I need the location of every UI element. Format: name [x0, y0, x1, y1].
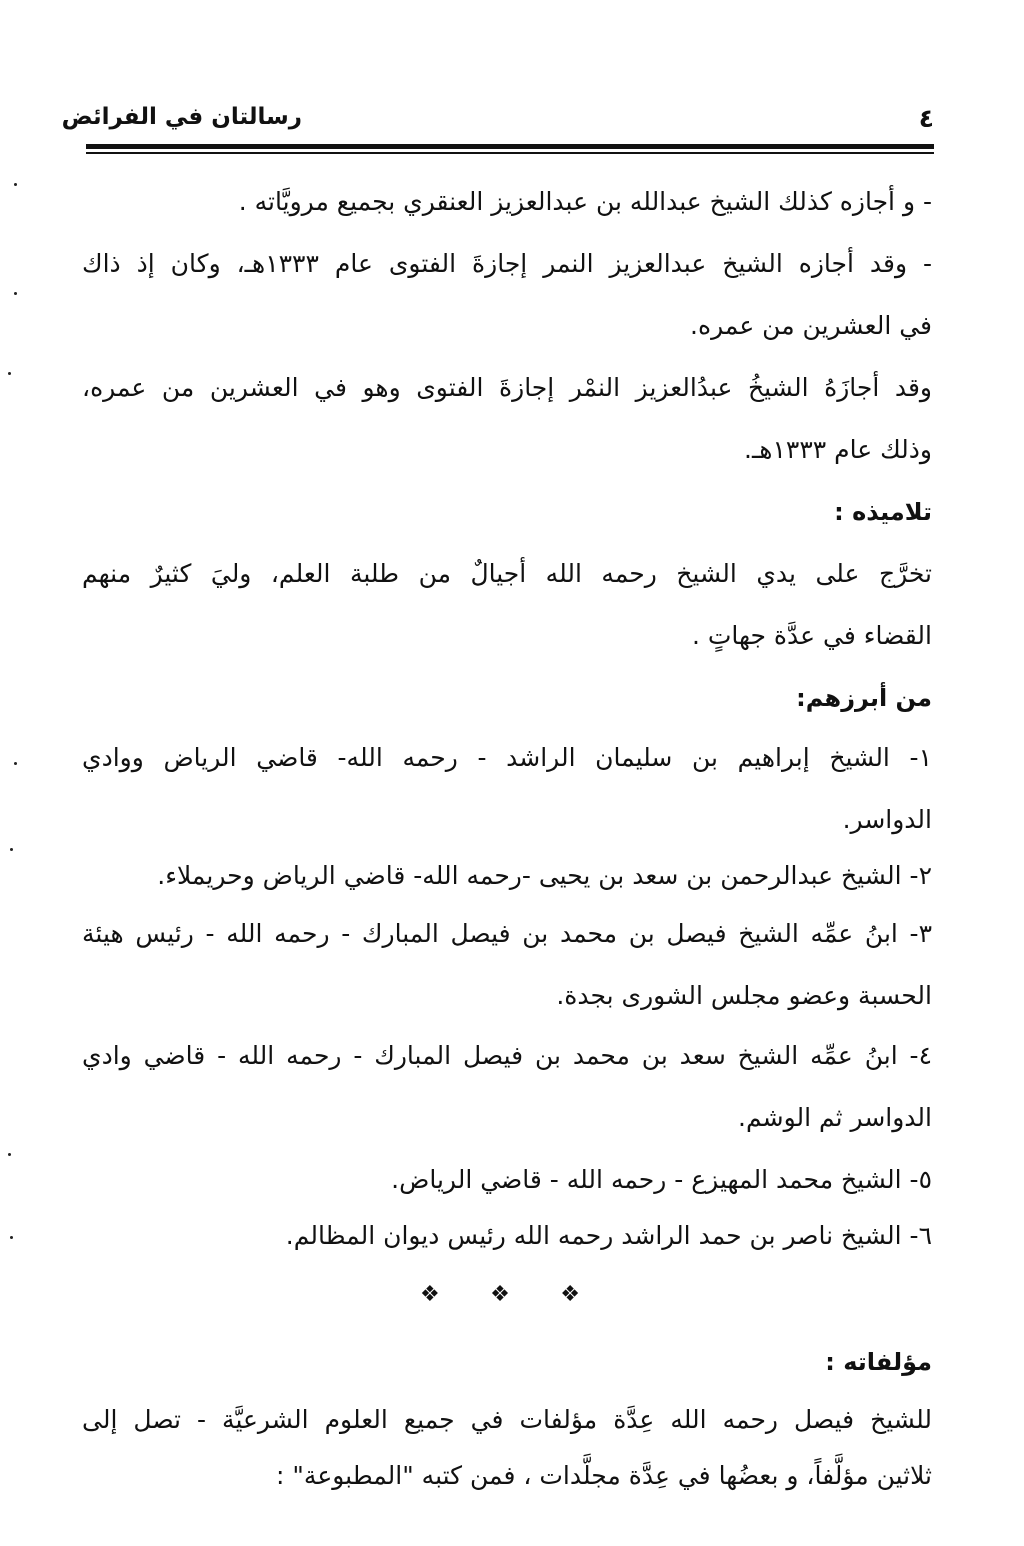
list-item: ٤- ابنُ عمِّه الشيخ سعد بن محمد بن فيصل المبارك - رحمه الله - قاضي وادي [82, 1041, 932, 1070]
text-line: للشيخ فيصل رحمه الله عِدَّة مؤلفات في جميع العلوم الشرعيَّة - تصل إلى [82, 1405, 932, 1434]
scan-speck [14, 762, 17, 765]
separator-ornament-icon: ❖ [560, 1281, 580, 1307]
text-line: في العشرين من عمره. [690, 311, 932, 340]
list-item-continuation: الدواسر. [842, 805, 932, 834]
subheading-most-prominent: من أبرزهم: [796, 684, 932, 712]
header-rule-thick [86, 144, 934, 149]
scan-speck [8, 1153, 11, 1156]
list-item: ١- الشيخ إبراهيم بن سليمان الراشد - رحمه الله- قاضي الرياض ووادي [82, 743, 932, 772]
list-item: ٦- الشيخ ناصر بن حمد الراشد رحمه الله رئيس ديوان المظالم. [285, 1221, 932, 1250]
scan-speck [10, 848, 13, 851]
list-item-continuation: الحسبة وعضو مجلس الشورى بجدة. [556, 981, 932, 1010]
text-line: القضاء في عدَّة جهاتٍ . [691, 621, 932, 650]
section-heading-works: مؤلفاته : [825, 1348, 932, 1376]
scan-speck [14, 183, 17, 186]
text-line: - و أجازه كذلك الشيخ عبدالله بن عبدالعزيز العنقري بجميع مرويَّاته . [238, 187, 932, 216]
scan-speck [14, 292, 17, 295]
book-title: رسالتان في الفرائض [61, 104, 302, 130]
page-number: ٤ [918, 104, 934, 133]
list-item-continuation: الدواسر ثم الوشم. [738, 1103, 932, 1132]
text-line: - وقد أجازه الشيخ عبدالعزيز النمر إجازةَ الفتوى عام ١٣٣٣هـ، وكان إذ ذاك [82, 249, 933, 278]
list-item: ٣- ابنُ عمِّه الشيخ فيصل بن محمد بن فيصل المبارك - رحمه الله - رئيس هيئة [82, 919, 932, 948]
scan-speck [10, 1236, 13, 1239]
list-item: ٥- الشيخ محمد المهيزع - رحمه الله - قاضي الرياض. [391, 1165, 932, 1194]
running-header [61, 104, 934, 144]
text-line: ثلاثين مؤلَّفاً، و بعضُها في عِدَّة مجلَّدات ، فمن كتبه "المطبوعة" : [276, 1461, 932, 1490]
text-line: تخرَّج على يدي الشيخ رحمه الله أجيالٌ من طلبة العلم، وليَ كثيرٌ منهم [82, 559, 932, 588]
separator-ornament-icon: ❖ [490, 1281, 510, 1307]
section-separator [420, 1276, 580, 1312]
text-line: وقد أجازَهُ الشيخُ عبدُالعزيز النمْر إجازةَ الفتوى وهو في العشرين من عمره، [82, 373, 932, 402]
list-item: ٢- الشيخ عبدالرحمن بن سعد بن يحيى -رحمه الله- قاضي الرياض وحريملاء. [157, 861, 932, 890]
separator-ornament-icon: ❖ [420, 1281, 440, 1307]
text-line: وذلك عام ١٣٣٣هـ. [744, 435, 932, 464]
section-heading-students: تلاميذه : [834, 498, 932, 526]
header-rule-thin [86, 152, 934, 154]
scan-speck [8, 372, 11, 375]
